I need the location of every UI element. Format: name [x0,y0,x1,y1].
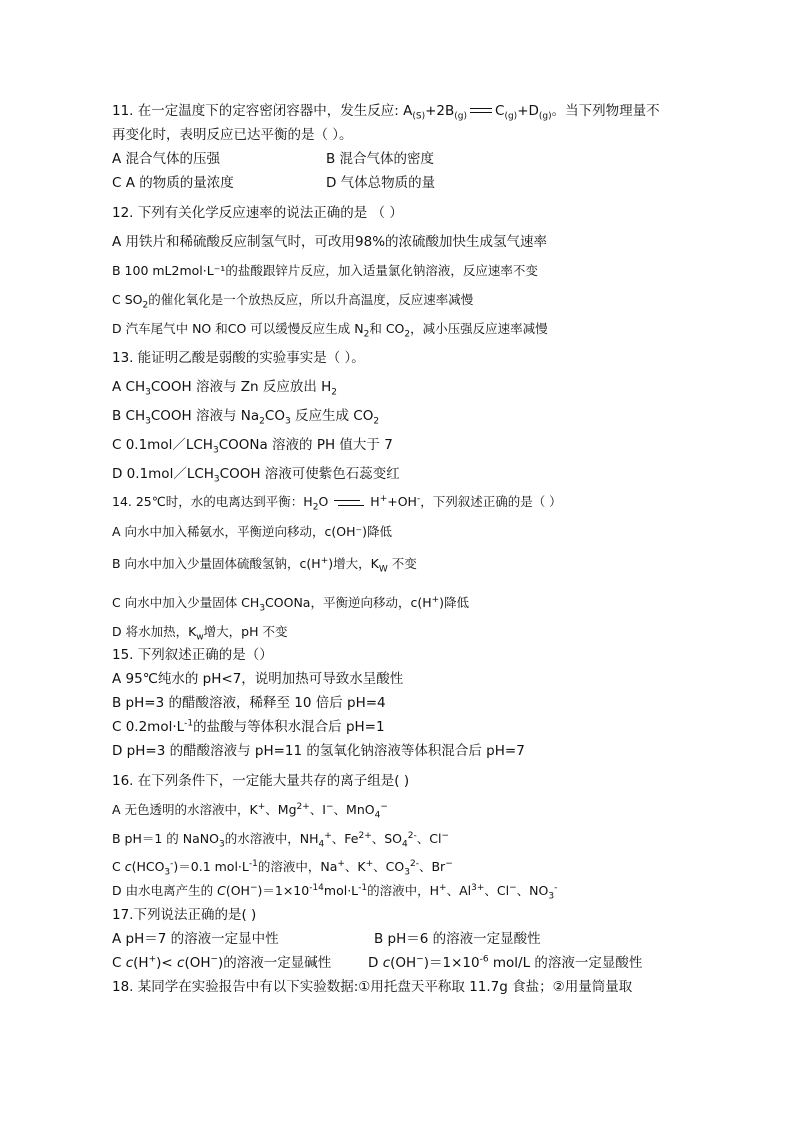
q12-option-c: C $SO_2$的催化氧化是一个放热反应，所以升高温度，反应速率减慢 [112,292,474,311]
q15-option-b: B pH=3 的醋酸溶液，稀释至 10 倍后 pH=4 [112,695,386,711]
q14-stem: 14. 25℃时，水的电离达到平衡：$H_2O$ H++OH-，下列叙述正确的是（ ） [112,493,562,513]
q15-option-a: A 95℃纯水的 pH<7，说明加热可导致水呈酸性 [112,671,404,687]
q12-stem: 12. 下列有关化学反应速率的说法正确的是 （ ） [112,205,403,221]
q17-option-b: B pH＝6 的溶液一定显酸性 [374,931,541,947]
q11-stem-line2: 再变化时，表明反应已达平衡的是（ ）。 [112,127,353,143]
q11-option-d: D 气体总物质的量 [326,175,436,191]
q17-option-a: A pH＝7 的溶液一定显中性 [112,931,279,947]
q15-option-c: C $0.2mol\cdot L^{-1}$的盐酸与等体积水混合后 pH=1 [112,718,385,735]
equilibrium-arrow-icon [470,106,492,116]
q14-option-b: B 向水中加入少量固体硫酸氢钠，c(H+)增大，$K_W$ 不变 [112,555,417,575]
q11-options-ab [112,150,434,168]
q11-options-cd [112,174,435,192]
q15-option-d: D pH=3 的醋酸溶液与 pH=11 的氢氧化钠溶液等体积混合后 pH=7 [112,743,525,759]
q16-option-b: B pH＝1 的 NaNO$_3$的水溶液中，$NH_4^+$、$Fe^{2+}$、$SO_4^{2-}$、Cl− [112,830,449,850]
q12-option-d: D 汽车尾气中 NO 和CO 可以缓慢反应生成 $N_2$和 $CO_2$，减小压强反应速率减慢 [112,321,548,340]
q12-option-b: B 100 mL2mol·L⁻¹的盐酸跟锌片反应，加入适量氯化钠溶液，反应速率不变 [112,263,538,278]
q12-option-a: A 用铁片和稀硫酸反应制氢气时，可改用98%的浓硫酸加快生成氢气速率 [112,234,548,250]
q11-stem-line1: 11. 在一定温度下的定容密闭容器中，发生反应: $A_{(S)}+2B_{(g)}$ $C_{(g)}+D_{(g)}$。当下列物理量不 [112,103,660,122]
q13-option-d: D $0.1mol/LCH_3COOH$ 溶液可使紫色石蕊变红 [112,466,400,485]
q17-stem: 17.下列说法正确的是( ) [112,907,257,923]
q17-option-c: C c(H+)< c(OH−)的溶液一定显碱性 [112,954,332,971]
q16-option-d: D 由水电离产生的 $C(OH^-)=1\times 10^{-14}mol\cdot L^{-1}$的溶液中，H+、$Al^{3+}$、Cl−、$NO_3^-$ [112,882,558,902]
q14-option-a: A 向水中加入稀氨水，平衡逆向移动，c(OH⁻)降低 [112,524,392,539]
q11-option-b: B 混合气体的密度 [326,151,435,167]
q14-option-c: C 向水中加入少量固体 $CH_3COONa$，平衡逆向移动，c(H+)降低 [112,594,470,614]
q18-stem: 18. 某同学在实验报告中有以下实验数据:①用托盘天平称取 11.7g 食盐；②用量筒量取 [112,979,633,995]
q15-stem: 15. 下列叙述正确的是（） [112,647,273,663]
q16-stem: 16. 在下列条件下，一定能大量共存的离子组是( ) [112,773,410,789]
q17-options-cd [112,954,642,972]
q13-option-c: C $0.1mol/LCH_3COONa$ 溶液的 PH 值大于 7 [112,437,393,456]
q13-option-b: B $CH_3COOH$ 溶液与 $Na_2CO_3$ 反应生成 $CO_2$ [112,408,380,427]
q16-option-c: C $c(HCO_3^-)=0.1$ $mol\cdot L^{-1}$的溶液中，Na+、K+、$CO_3^{2-}$、Br− [112,858,453,878]
q11-option-a: A 混合气体的压强 [112,151,221,167]
q17-options-ab [112,930,541,948]
equilibrium-sign-icon [334,498,364,508]
q14-option-d: D 将水加热，$K_w$增大，pH 不变 [112,624,288,643]
q11-option-c: C A 的物质的量浓度 [112,175,234,191]
q13-option-a: A $CH_3COOH$ 溶液与 Zn 反应放出 $H_2$ [112,379,338,398]
q13-stem: 13. 能证明乙酸是弱酸的实验事实是（ ）。 [112,350,365,366]
q17-option-d: D $c(OH^-)=1\times 10^{-6}$ mol/L 的溶液一定显酸性 [368,954,643,971]
q16-option-a: A 无色透明的水溶液中，K+、$Mg^{2+}$、I−、MnO$_4$− [112,801,388,821]
